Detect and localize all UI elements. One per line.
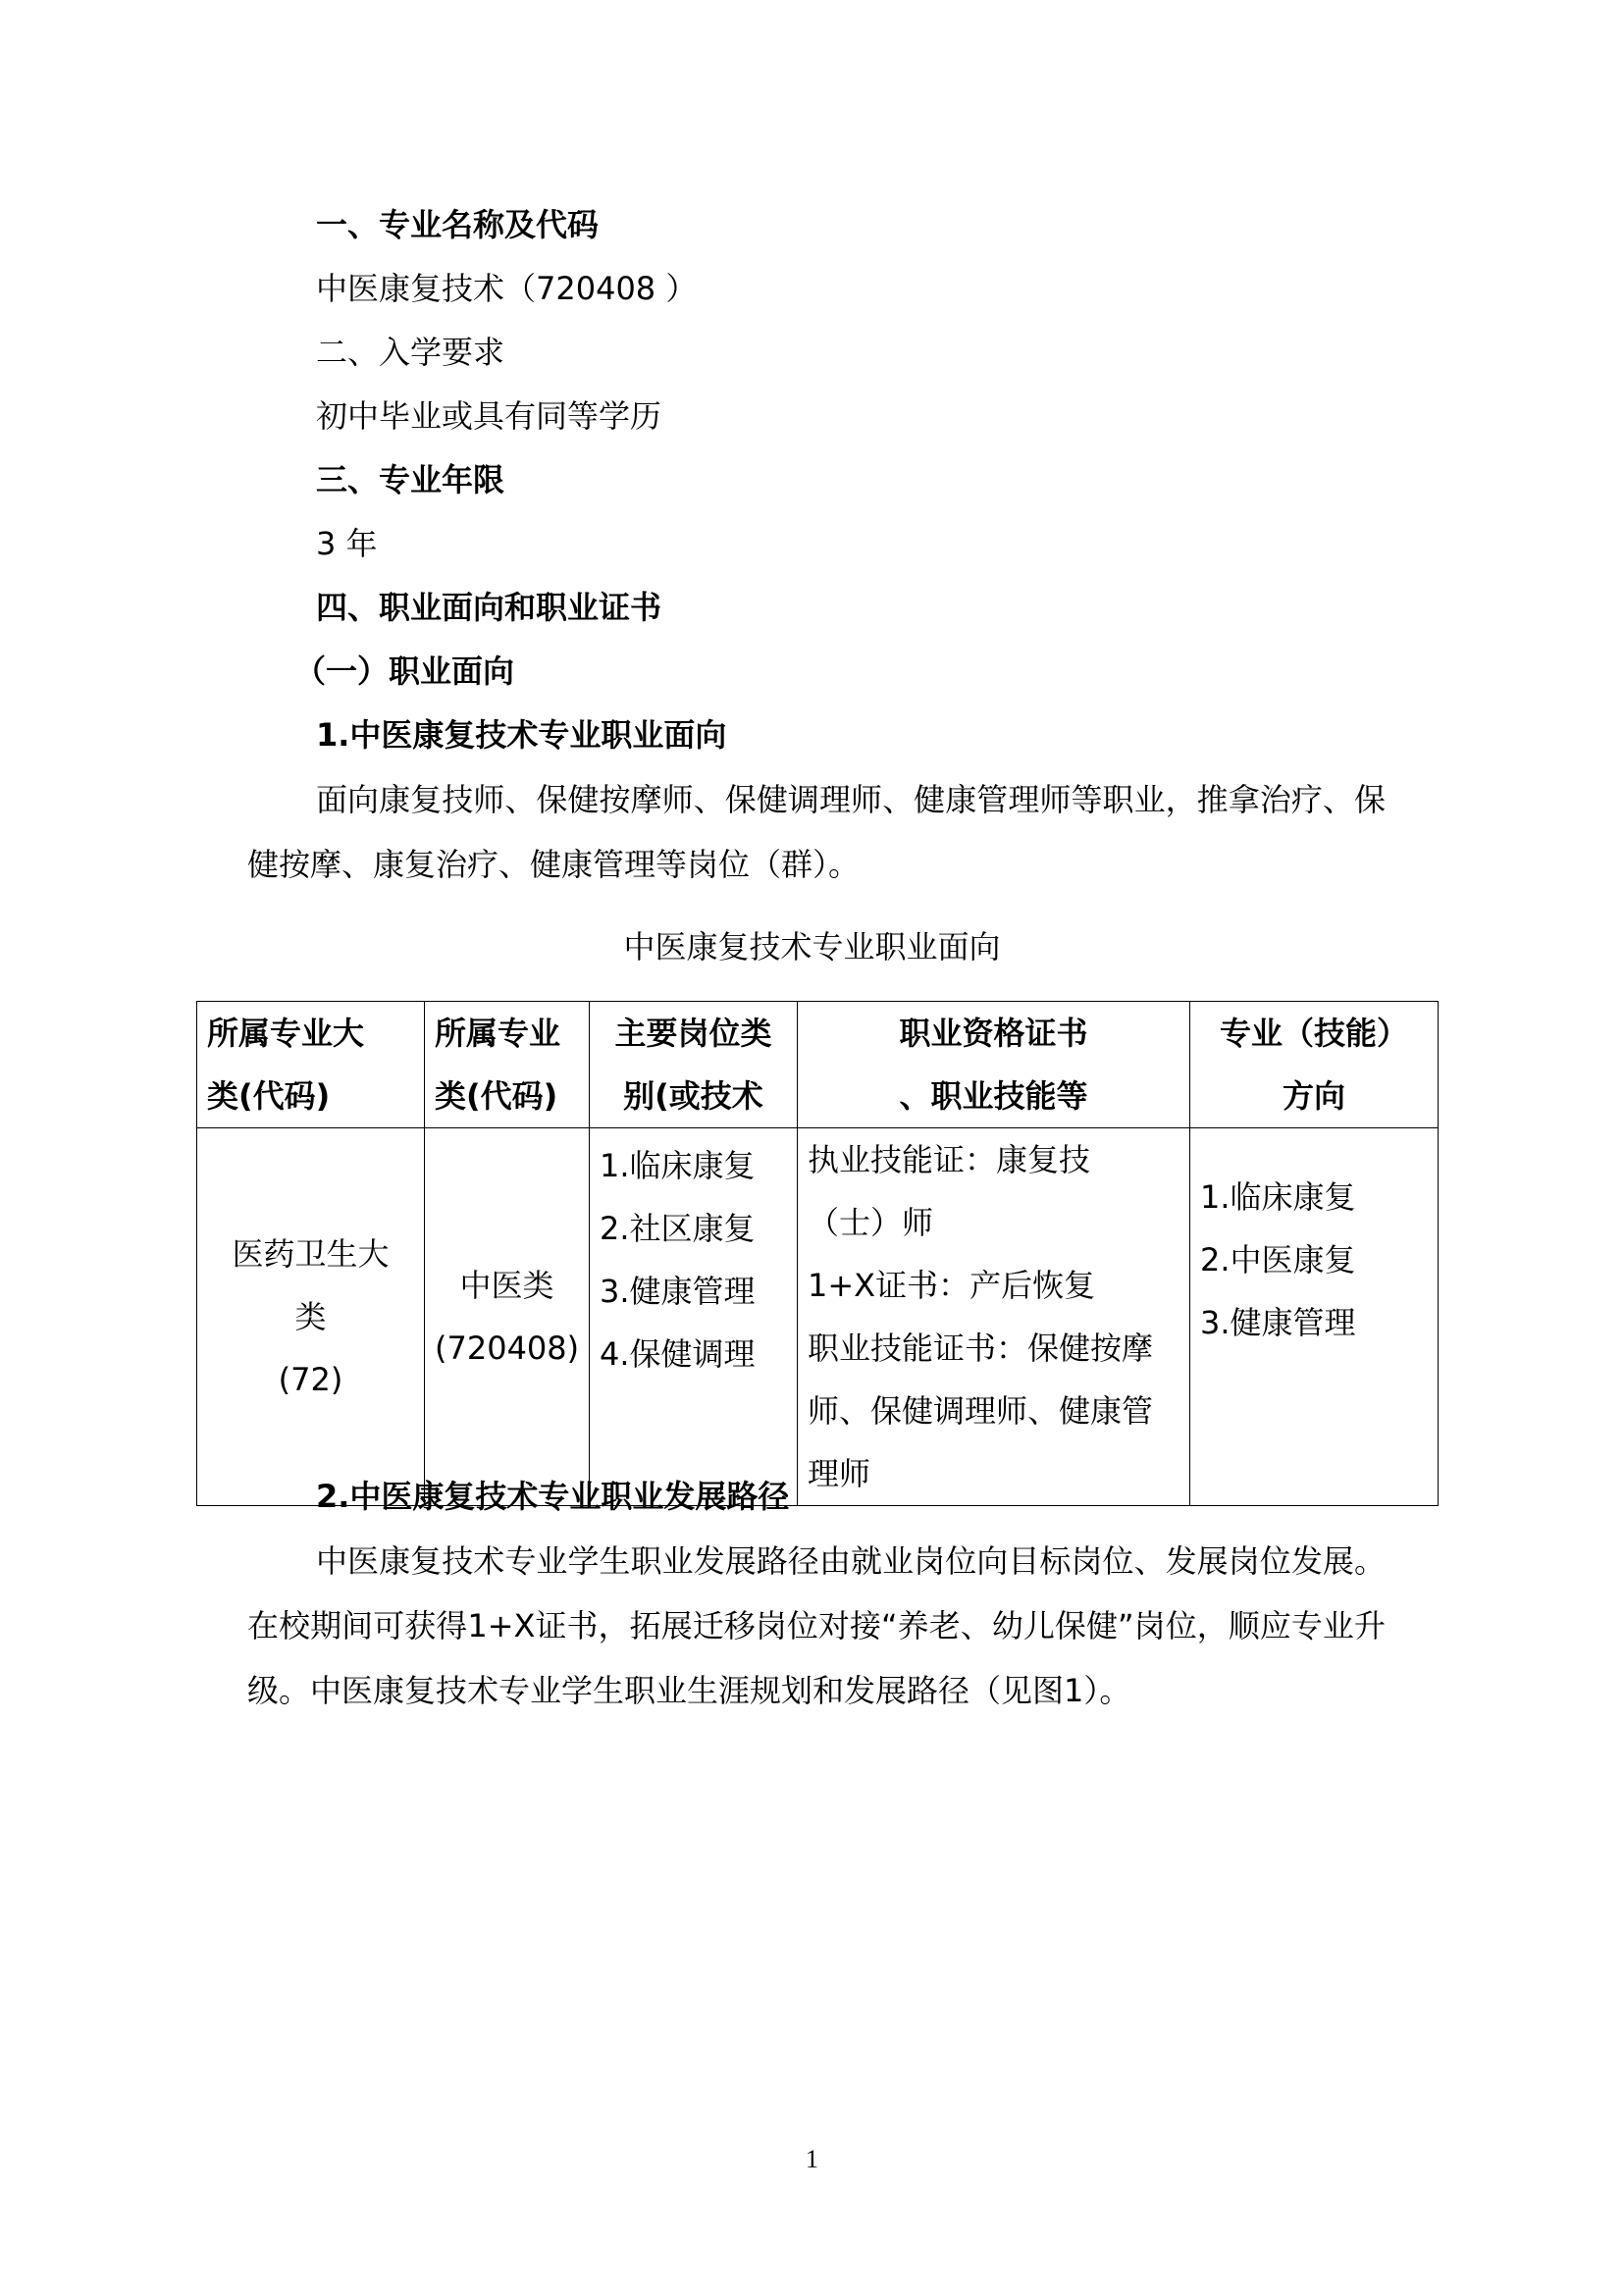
section-3-heading: 三、专业年限 [316,461,505,498]
section-4-subheading-1-2: 2.中医康复技术专业职业发展路径 [316,1478,790,1515]
header-certificates: 职业资格证书 、职业技能等 [798,1002,1190,1128]
section-1-heading: 一、专业名称及代码 [316,206,600,243]
cell-major-class: 中医类 (720408) [425,1128,590,1506]
section-4-heading: 四、职业面向和职业证书 [316,589,662,626]
section-4-subheading-1: （一）职业面向 [294,652,515,690]
table-header-row [197,1002,1439,1128]
header-major-class: 所属专业 类(代码) [425,1002,590,1128]
section-1-text: 中医康复技术（720408 ） [316,270,698,307]
cell-major-category: 医药卫生大 类 (72) [197,1128,425,1506]
page-number: 1 [806,2145,818,2173]
header-main-positions: 主要岗位类 别(或技术 [590,1002,798,1128]
cell-main-positions: 1.临床康复 2.社区康复 3.健康管理 4.保健调理 [590,1128,798,1506]
table-caption: 中医康复技术专业职业面向 [623,928,1001,965]
cell-certificates: 执业技能证：康复技 （士）师 1+X证书：产后恢复 职业技能证书：保健按摩 师、保健调理师、健康管 理师 [798,1128,1190,1506]
header-major-category: 所属专业大 类(代码) [197,1002,425,1128]
table-row [197,1128,1439,1506]
section-2-heading: 二、入学要求 [316,334,505,371]
header-direction: 专业（技能） 方向 [1190,1002,1439,1128]
section-2-text: 初中毕业或具有同等学历 [316,397,662,435]
section-3-text: 3 年 [316,525,378,562]
section-4-paragraph-2: 中医康复技术专业学生职业发展路径由就业岗位向目标岗位、发展岗位发展。在校期间可获得1+X证书，拓展迁移岗位对接“养老、幼儿保健”岗位，顺应专业升级。中医康复技术专业学生职业生涯规划和发展路径（见图1）。 [247,1542,1386,1709]
section-4-paragraph-1: 面向康复技师、保健按摩师、保健调理师、健康管理师等职业，推拿治疗、保健按摩、康复治疗、健康管理等岗位（群）。 [247,781,1386,883]
section-4-subheading-1-1: 1.中医康复技术专业职业面向 [316,716,727,754]
cell-direction: 1.临床康复 2.中医康复 3.健康管理 [1190,1128,1439,1506]
occupation-table [196,1001,1439,1506]
